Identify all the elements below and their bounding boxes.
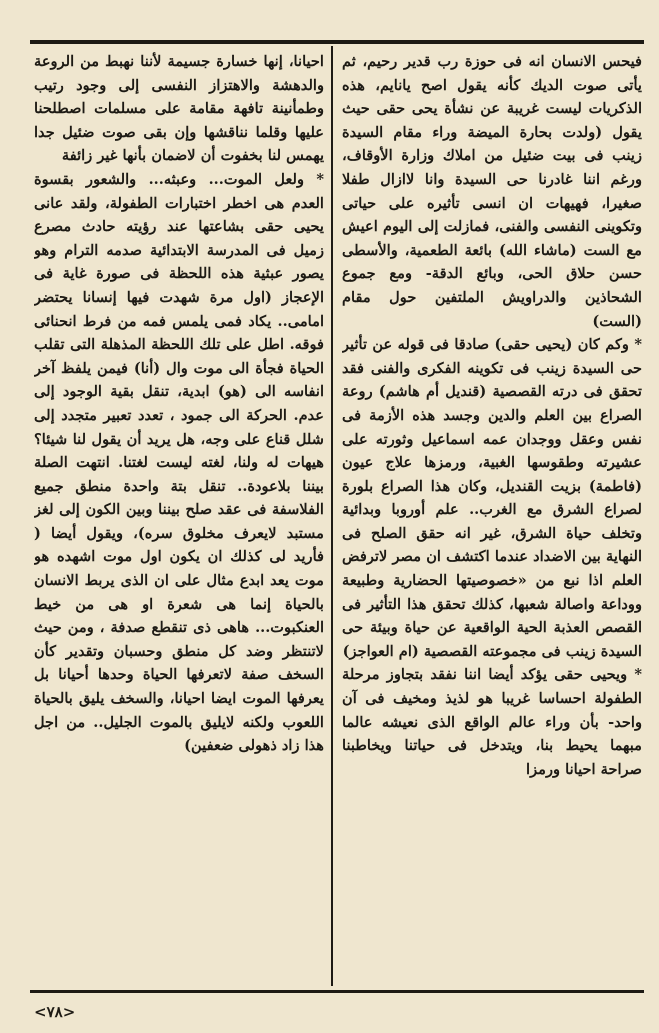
right-column [342, 50, 642, 985]
paragraph: * ويحيى حقى يؤكد أيضا اننا نفقد بتجاوز مرحلة الطفولة احساسا غريبا هو لذيذ ومخيف فى آن واحد- بأن وراء عالم الواقع الذى نعيشه عالما مبهما يحيط بنا، ويتدخل فى حياتنا ويخاطبنا صراحة احيانا ورمزا [342, 666, 642, 778]
page-number: <٧٨> [34, 1003, 76, 1021]
paragraph: احيانا، إنها خسارة جسيمة لأننا نهبط من الروعة والدهشة والاهتزاز النفسى إلى وجود رتيب وطمأنينة تافهة مقامة على مسلمات اصطلحنا عليها وقلما نناقشها وإن بقى صوت ضئيل جدا يهمس لنا بخفوت أن لاضمان بأنها غير زائفة [34, 53, 324, 165]
paragraph: * ولعل الموت... وعبثه... والشعور بقسوة العدم هى اخطر اختبارات الطفولة، ولقد عانى يحيى حقى بشاعتها عند رؤيته حادث مصرع زميل فى المدرسة الابتدائية صدمه الترام وهو يصور عبثية هذه اللحظة فى صورة غاية فى الإعجاز (اول مرة شهدت فيها إنسانا يحتضر امامى.. يكاد فمى يلمس فمه من فرط انحنائى فوقه. اطل على تلك اللحظة المذهلة التى تقلب الحياة فجأة الى موت وال (أنا) فيمن يلفظ آخر انفاسه الى (هو) ابدية، تنقل بقية الوجود إلى عدم. الحركة الى جمود ، تعدد تعبير متجدد إلى شلل قناع على وجه، هل يريد أن يقول لنا شيئا؟ هيهات له ولنا، لغته ليست لغتنا. انتهت الصلة بيننا بلاعودة.. تنقل بتة واحدة منطق جميع الفلاسفة فى عقد صلح بيننا وبين الكون إلى لغز مستبد لايعرف مخلوق سره)، ويقول أيضا ( فأريد لى كذلك ان يكون اول موت اشهده هو موت يعد ابدع مثال على ان الذى يربط الانسان بالحياة إنما هى شعرة او هى من خيط العنكبوت... هاهى ذى تنقطع صدفة ، ومن حيث لاتنتظر وضد كل منطق وحسبان وتقدير كأن السخف صفة لاتعرفها الحياة وحدها أحيانا بل يعرفها الموت ايضا احيانا، والسخف يليق بالحياة اللعوب ولكنه لايليق بالموت الجليل.. من اجل هذا زاد ذهولى ضعفين) [34, 170, 324, 755]
bottom-rule [30, 990, 644, 993]
top-rule [30, 40, 644, 44]
paragraph: فيحس الانسان انه فى حوزة رب قدير رحيم، ثم يأتى صوت الديك كأنه يقول اصح يانايم، هذه الذكريات ليست غريبة عن نشأة يحى حقى حيث يقول (ولدت بحارة الميضة وراء مقام السيدة زينب فى بيت ضئيل من املاك وزارة الأوقاف، ورغم اننا غادرنا حى السيدة وانا لاازال طفلا صغيرا، فهيهات ان انسى تأثيره على حياتى وتكوينى النفسى والفنى، فمازلت إلى اليوم اعيش مع الست (ماشاء الله) بائعة الطعمية، والأسطى حسن حلاق الحى، وبائع الدقة- ومع جموع الشحاذين والدراويش الملتفين حول مقام (الست) [342, 53, 642, 330]
paragraph: * وكم كان (يحيى حقى) صادقا فى قوله عن تأثير حى السيدة زينب فى تكوينه الفكرى والفنى فقد تحقق فى درته القصصية (قنديل أم هاشم) روعة الصراع بين العلم والدين وجسد هذه الأزمة فى نفس وعقل ووجدان عمه اسماعيل وثورته على عشيرته وطقوسها الغبية، ورمزها علاج عيون (فاطمة) بزيت القنديل، وكان هذا الصراع بلورة لصراع الشرق مع الغرب.. علم أوروبا وبدائية وتخلف حياة الشرق، غير انه حقق الصلح فى النهاية بين الاضداد عندما اكتشف ان مصر لاترفض العلم اذا نبع من «خصوصيتها الحضارية وطبيعة ووداعة واصالة شعبها، كذلك تحقق هذا التأثير فى القصص العذبة الحية الواقعية عن حياة وبيئة حى السيدة زينب فى مجموعته القصصية (ام العواجز) [342, 336, 642, 660]
column-divider [331, 46, 333, 986]
left-column [34, 50, 324, 985]
